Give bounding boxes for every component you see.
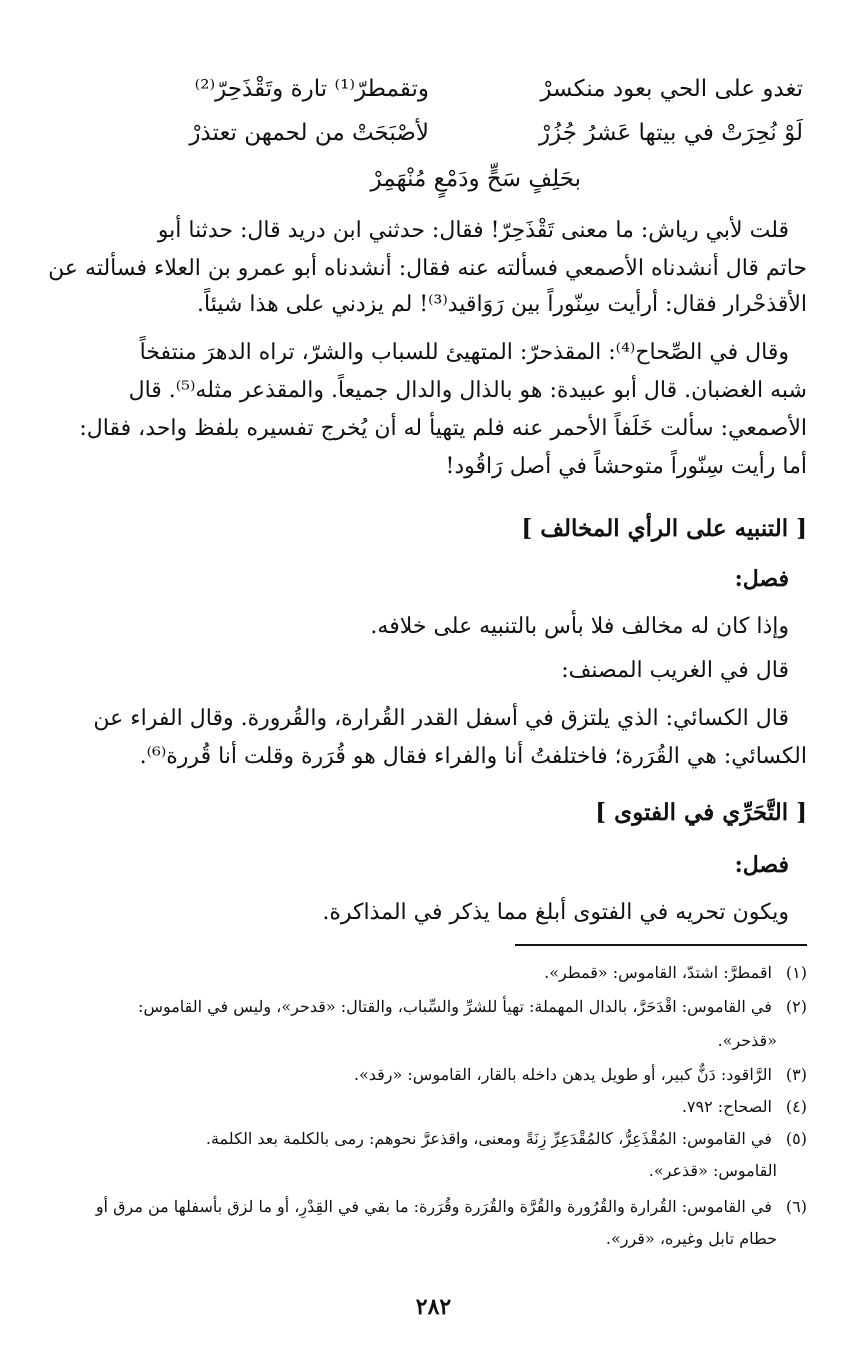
footnote-text: الرَّاقود: دَنٌّ كبير، أو طويل يدهن داخله بالقار، القاموس: «رقد». (353, 1065, 772, 1084)
footnote-5-continuation: القاموس: «قذعر». (648, 1161, 777, 1180)
footnote-6-continuation: حطام تابل وغيره، «قرر». (605, 1229, 777, 1248)
footnote-number: (٥) (785, 1129, 807, 1148)
footnote-number: (٣) (785, 1065, 807, 1084)
paragraph-5-line-2: الكسائي: هي القُرَرة؛ فاختلفتُ أنا والفراء فقال هو قُرَرة وقلت أنا قُررة⁽⁶⁾. (139, 744, 807, 769)
footnote-1 (544, 962, 807, 984)
fasl-label-1: فصل: (734, 566, 789, 592)
footnote-number: (٢) (785, 997, 807, 1016)
footnote-text: في القاموس: القُرارة والقُرُورة والقُرَّة والقُرَرة وقُرَرة: ما بقي في القِدْرِ، أو ما لزق بأسفلها من مرق أو (95, 1197, 772, 1216)
footnote-5 (206, 1128, 807, 1150)
footnote-2 (138, 996, 807, 1018)
verse-1-second-hemistich: وتقمطرّ⁽¹⁾ تارة وتَقْذَحِرّ⁽²⁾ (194, 76, 429, 102)
page-number: ٢٨٢ (415, 1294, 452, 1320)
footnote-text: في القاموس: اقْدَحَرَّ، بالدال المهملة: تهيأ للشرِّ والسِّباب، والقتال: «قدحر»، وليس في القاموس: (138, 997, 772, 1016)
section-heading-fatwa-diligence: [ التَّحَرِّي في الفتوى ] (595, 799, 807, 826)
footnote-2-continuation: «قذحر». (717, 1031, 777, 1050)
paragraph-3: وإذا كان له مخالف فلا بأس بالتنبيه على خلافه. (370, 614, 789, 639)
verse-3: بحَلِفٍ سَحٍّ ودَمْعٍ مُنْهَمِرْ (370, 166, 581, 192)
footnote-3 (354, 1064, 807, 1086)
footnote-number: (٦) (785, 1197, 807, 1216)
paragraph-2-line-1: وقال في الصِّحاح⁽⁴⁾: المقذحرّ: المتهيئ للسباب والشرّ، تراه الدهرَ منتفخاً (139, 340, 789, 365)
paragraph-6: ويكون تحريه في الفتوى أبلغ مما يذكر في المذاكرة. (322, 900, 789, 925)
paragraph-5-line-1: قال الكسائي: الذي يلتزق في أسفل القدر القُرارة، والقُرورة. وقال الفراء عن (93, 706, 789, 731)
verse-1-first-hemistich: تغدو على الحي بعود منكسرْ (540, 76, 803, 102)
fasl-label-2: فصل: (734, 852, 789, 878)
paragraph-1-line-2: حاتم قال أنشدناه الأصمعي فسألته عنه فقال: أنشدناه أبو عمرو بن العلاء فسألته عن (48, 256, 807, 281)
paragraph-1-line-1: قلت لأبي رياش: ما معنى تَقْذَحِرّ! فقال: حدثني ابن دريد قال: حدثنا أبو (157, 218, 789, 243)
paragraph-1-line-3: الأقذحْرار فقال: أرأيت سِنّوراً بين رَوَاقيد⁽³⁾! لم يزدني على هذا شيئاً. (197, 292, 807, 317)
paragraph-2-line-3: الأصمعي: سألت خَلَفاً الأحمر عنه فلم يتهيأ له أن يُخرج تفسيره بلفظ واحد، فقال: (79, 416, 807, 441)
footnote-text: في القاموس: المُقْذَعِرُّ، كالمُقْدَعِرِّ زِنَةً ومعنى، واقذعرَّ نحوهم: رمى بالكلمة بعد الكلمة. (205, 1129, 772, 1148)
footnote-4 (682, 1096, 807, 1118)
footnote-separator (515, 944, 807, 946)
verse-2-second-hemistich: لأصْبَحَتْ من لحمهن تعتذرْ (189, 120, 429, 146)
paragraph-2-line-4: أما رأيت سِنّوراً متوحشاً في أصل رَاقُود! (445, 454, 807, 479)
verse-2-first-hemistich: لَوْ نُحِرَتْ في بيتها عَشرُ جُزُرْ (538, 120, 803, 146)
footnote-number: (٤) (785, 1097, 807, 1116)
section-heading-dissenting-opinion: [ التنبيه على الرأي المخالف ] (521, 515, 807, 542)
footnote-text: الصحاح: ٧٩٢. (681, 1097, 772, 1116)
paragraph-2-line-2: شبه الغضبان. قال أبو عبيدة: هو بالذال والدال جميعاً. والمقذعر مثله⁽⁵⁾. قال (128, 378, 807, 403)
paragraph-4: قال في الغريب المصنف: (561, 658, 789, 683)
footnote-text: اقمطرَّ: اشتدّ، القاموس: «قمطر». (544, 963, 772, 982)
footnote-number: (١) (785, 963, 807, 982)
footnote-6 (96, 1196, 807, 1218)
